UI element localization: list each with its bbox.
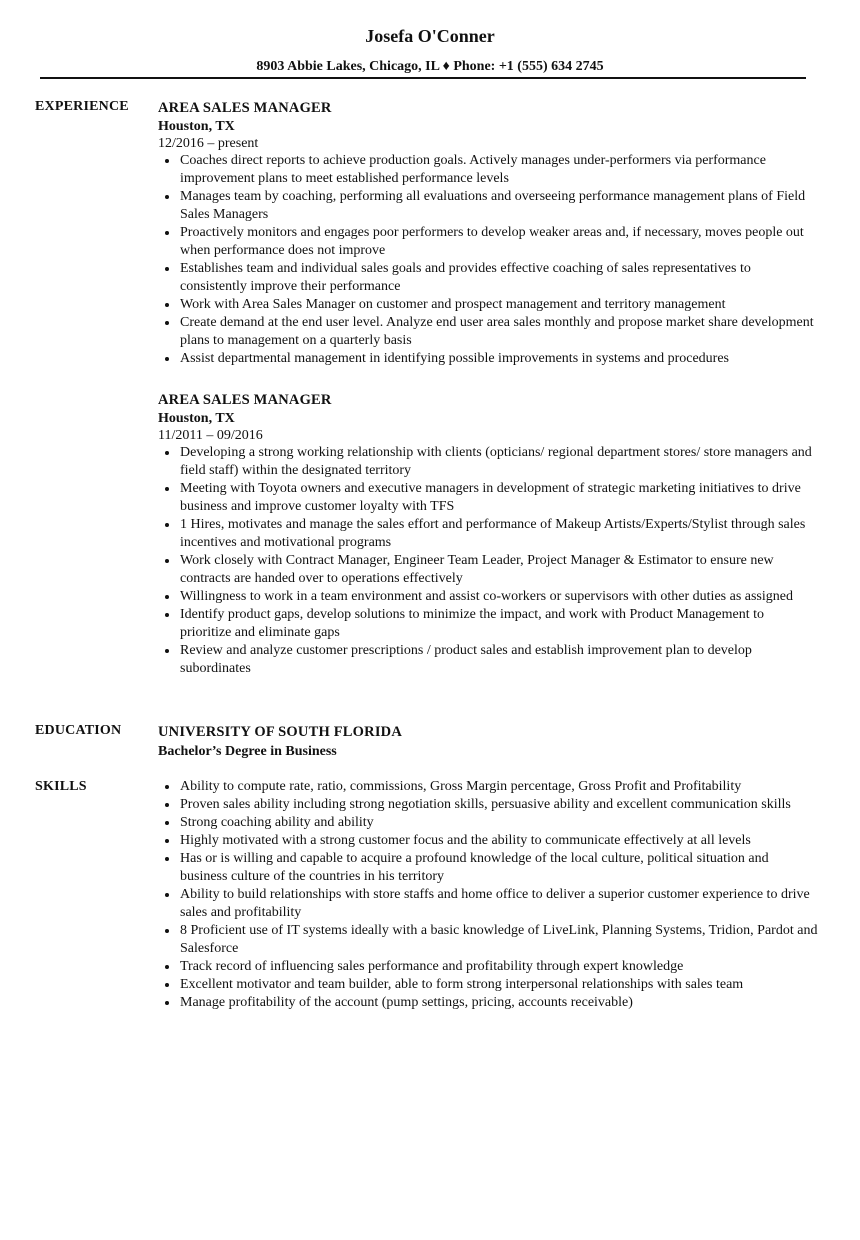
section-label-skills: SKILLS (35, 779, 87, 794)
header-divider (40, 77, 806, 79)
job-bullet: Meeting with Toyota owners and executive managers in development of strategic marketing initiatives to drive business and improve customer loyalty with TFS (158, 480, 818, 516)
school-name: UNIVERSITY OF SOUTH FLORIDA (158, 724, 403, 740)
skill-item: 8 Proficient use of IT systems ideally with a basic knowledge of LiveLink, Planning Systems, Tridion, Pardot and Salesforce (158, 922, 818, 958)
degree: Bachelor’s Degree in Business (158, 744, 337, 759)
job-bullet: Assist departmental management in identifying possible improvements in systems and procedures (158, 350, 818, 368)
job-bullet: Establishes team and individual sales goals and provides effective coaching of sales representatives to consistently improve their performance (158, 260, 818, 296)
job-location: Houston, TX (158, 119, 235, 134)
job-bullet: Developing a strong working relationship with clients (opticians/ regional department stores/ store managers and field staff) within the designated territory (158, 444, 818, 480)
job-dates: 11/2011 – 09/2016 (158, 428, 263, 443)
section-label-experience: EXPERIENCE (35, 99, 129, 114)
skill-item: Highly motivated with a strong customer focus and the ability to communicate effectively at all levels (158, 832, 818, 850)
skill-item: Manage profitability of the account (pump settings, pricing, accounts receivable) (158, 994, 818, 1012)
job-title: AREA SALES MANAGER (158, 100, 332, 116)
job-entry (158, 98, 818, 368)
job-bullet: Coaches direct reports to achieve production goals. Actively manages under-performers via performance improvement plans to meet established performance levels (158, 152, 818, 188)
skills-list (158, 778, 818, 1012)
job-bullet: Willingness to work in a team environment and assist co-workers or supervisors with other duties as assigned (158, 588, 818, 606)
job-bullet: Identify product gaps, develop solutions to minimize the impact, and work with Product Management to prioritize and eliminate gaps (158, 606, 818, 642)
job-title: AREA SALES MANAGER (158, 392, 332, 408)
job-bullet-list (158, 444, 818, 678)
skill-item: Ability to build relationships with store staffs and home office to deliver a superior customer experience to drive sales and profitability (158, 886, 818, 922)
education-entry (158, 722, 818, 762)
job-bullet: Proactively monitors and engages poor performers to develop weaker areas and, if necessary, moves people out when performance does not improve (158, 224, 818, 260)
contact-line: 8903 Abbie Lakes, Chicago, IL ♦ Phone: +1 (555) 634 2745 (256, 59, 604, 74)
skill-item: Has or is willing and capable to acquire a profound knowledge of the local culture, political situation and business culture of the countries in his territory (158, 850, 818, 886)
job-dates: 12/2016 – present (158, 136, 259, 151)
job-bullet: Review and analyze customer prescriptions / product sales and establish improvement plan to develop subordinates (158, 642, 818, 678)
job-bullet: Work with Area Sales Manager on customer and prospect management and territory management (158, 296, 818, 314)
job-location: Houston, TX (158, 411, 235, 426)
job-bullet: Create demand at the end user level. Analyze end user area sales monthly and propose market share development plans to management on a quarterly basis (158, 314, 818, 350)
job-entry (158, 390, 818, 678)
job-bullet: Work closely with Contract Manager, Engineer Team Leader, Project Manager & Estimator to ensure new contracts are handed over to operations effectively (158, 552, 818, 588)
candidate-name: Josefa O'Conner (365, 26, 495, 46)
skill-item: Proven sales ability including strong negotiation skills, persuasive ability and excellent communication skills (158, 796, 818, 814)
skill-item: Ability to compute rate, ratio, commissions, Gross Margin percentage, Gross Profit and Profitability (158, 778, 818, 796)
job-bullet: 1 Hires, motivates and manage the sales effort and performance of Makeup Artists/Experts/Stylist through sales incentives and motivational programs (158, 516, 818, 552)
section-label-education: EDUCATION (35, 723, 122, 738)
skill-item: Track record of influencing sales performance and profitability through expert knowledge (158, 958, 818, 976)
skill-item: Strong coaching ability and ability (158, 814, 818, 832)
job-bullet-list (158, 152, 818, 368)
skills-entry (158, 778, 818, 1012)
skill-item: Excellent motivator and team builder, able to form strong interpersonal relationships with sales team (158, 976, 818, 994)
job-bullet: Manages team by coaching, performing all evaluations and overseeing performance management plans of Field Sales Managers (158, 188, 818, 224)
